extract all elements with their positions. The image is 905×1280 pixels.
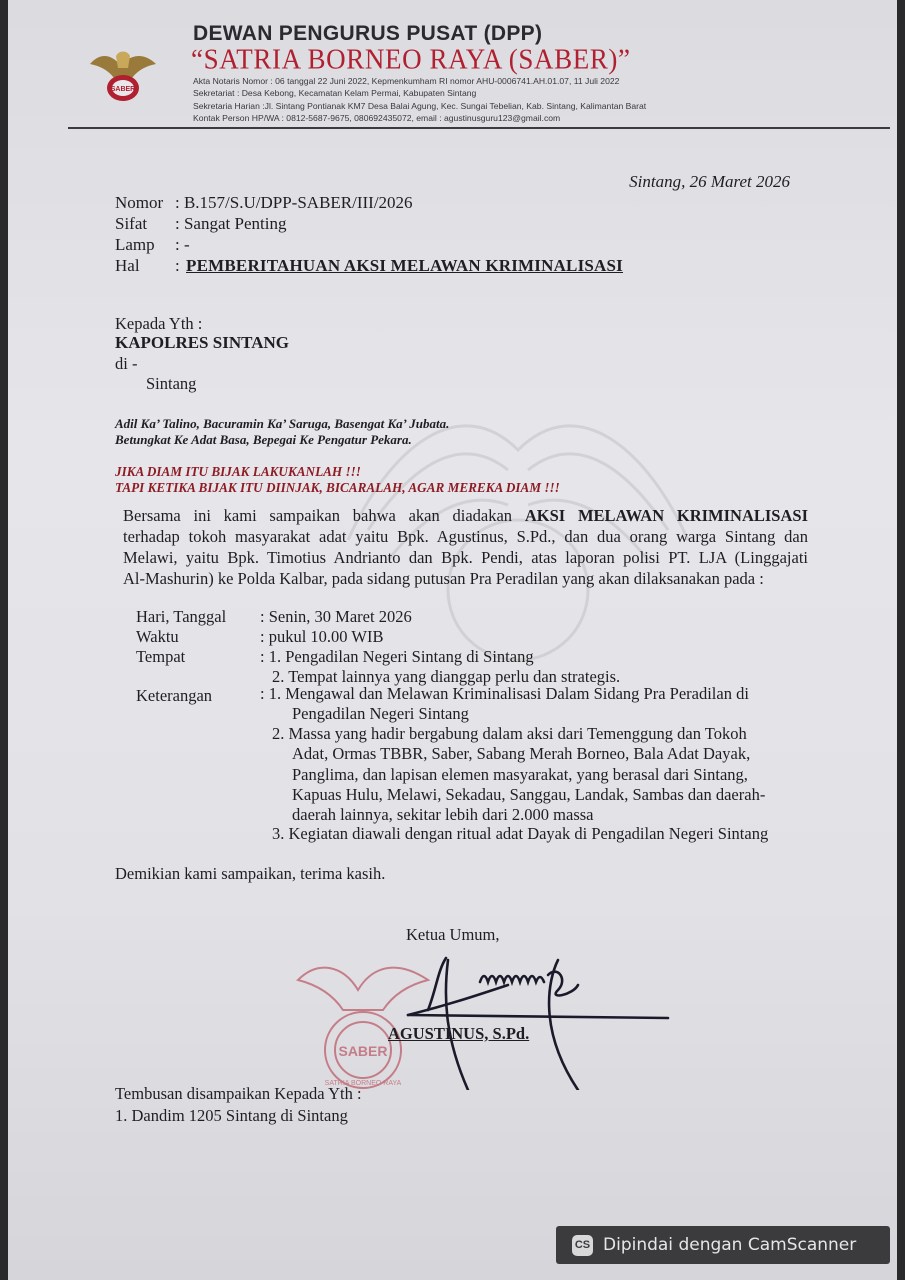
motto-line: Betungkat Ke Adat Basa, Bepegai Ke Pengatur Pekara. [115,432,412,447]
svg-text:SABER: SABER [338,1043,388,1059]
body-emphasis: AKSI MELAWAN KRIMINALISASI [524,506,808,525]
closing-text: Demikian kami sampaikan, terima kasih. [115,864,386,883]
nomor-label: Nomor [115,193,164,212]
contact-line: Kontak Person HP/WA : 0812-5687-9675, 080692435072, email : agustinusguru123@gmail.com [193,113,561,123]
waktu-value: : pukul 10.00 WIB [260,627,384,646]
keterangan-item: 3. Kegiatan diawali dengan ritual adat Dayak di Pengadilan Negeri Sintang [272,824,769,843]
subject-title: PEMBERITAHUAN AKSI MELAWAN KRIMINALISASI [186,256,624,275]
slogan-line: TAPI KETIKA BIJAK ITU DIINJAK, BICARALAH, AGAR MEREKA DIAM !!! [115,480,560,495]
waktu-label: Waktu [136,627,179,646]
keterangan-item: Panglima, dan lapisan elemen masyarakat, yang berasal dari Sintang, [292,765,748,784]
keterangan-item: daerah lainnya, sekitar lebih dari 2.000 massa [292,805,594,824]
handwritten-signature-icon [388,940,678,1090]
hari-label: Hari, Tanggal [136,607,227,626]
camscanner-text: Dipindai dengan CamScanner [603,1235,857,1255]
body-line: Melawi, yaitu Bpk. Timotius Andrianto dan Bpk. Pendi, atas laporan polisi PT. LJA (Linggajati [123,548,808,567]
sifat-value: : Sangat Penting [175,214,287,233]
keterangan-item: Pengadilan Negeri Sintang [292,704,469,723]
address-line: Akta Notaris Nomor : 06 tanggal 22 Juni 2022, Kepmenkumham RI nomor AHU-0006741.AH.01.07, 11 Juli 2022 [193,76,620,86]
hari-value: : Senin, 30 Maret 2026 [260,607,412,626]
recipient-place: Sintang [146,374,197,393]
sifat-label: Sifat [115,214,148,233]
nomor-value: : B.157/S.U/DPP-SABER/III/2026 [175,193,413,212]
body-line [123,505,808,526]
keterangan-item: 2. Massa yang hadir bergabung dalam aksi dari Temenggung dan Tokoh [272,724,747,743]
saber-logo-icon [88,46,158,108]
hal-colon: : [175,256,180,275]
keterangan-item: Adat, Ormas TBBR, Saber, Sabang Merah Borneo, Bala Adat Dayak, [292,744,751,763]
kepada-label: Kepada Yth : [115,314,203,333]
recipient-name: KAPOLRES SINTANG [115,333,289,352]
header-divider [68,127,890,129]
signatory-name-text: AGUSTINUS, S.Pd. [388,1024,530,1043]
motto-line: Adil Ka’ Talino, Bacuramin Ka’ Saruga, Basengat Ka’ Jubata. [115,416,450,431]
org-header: DEWAN PENGURUS PUSAT (DPP) [193,22,543,45]
org-name: “SATRIA BORNEO RAYA (SABER)” [191,43,631,75]
camscanner-watermark [556,1226,890,1264]
cc-header: Tembusan disampaikan Kepada Yth : [115,1084,362,1103]
camscanner-icon: CS [572,1235,593,1256]
body-line: Al-Mashurin) ke Polda Kalbar, pada sidang putusan Pra Peradilan yang akan dilaksanakan pada : [123,569,764,588]
keterangan-label: Keterangan [136,686,213,705]
lamp-label: Lamp [115,235,155,254]
address-line: Sekretaria Harian :Jl. Sintang Pontianak KM7 Desa Balai Agung, Kec. Sungai Tebelian, Kab. Sintang, Kalimantan Barat [193,101,647,111]
di-label: di - [115,354,138,373]
tempat-label: Tempat [136,647,186,666]
body-text: Bersama ini kami sampaikan bahwa akan diadakan [123,506,525,525]
lamp-value: : - [175,235,190,254]
keterangan-item: Kapuas Hulu, Melawi, Sekadau, Sanggau, Landak, Sambas dan daerah- [292,785,766,804]
address-line: Sekretariat : Desa Kebong, Kecamatan Kelam Permai, Kabupaten Sintang [193,88,477,98]
letter-date: Sintang, 26 Maret 2026 [629,172,790,191]
cc-item: 1. Dandim 1205 Sintang di Sintang [115,1106,348,1125]
slogan-line: JIKA DIAM ITU BIJAK LAKUKANLAH !!! [115,464,361,479]
hal-label: Hal [115,256,140,275]
svg-text:SABER: SABER [110,86,136,93]
body-line: terhadap tokoh masyarakat adat yaitu Bpk. Agustinus, S.Pd., dan dua orang warga Sintang dan [123,527,808,546]
signatory-title: Ketua Umum, [406,925,500,944]
body-paragraph [123,505,808,589]
svg-text:SATRIA BORNEO RAYA: SATRIA BORNEO RAYA [324,1080,402,1087]
letter-page [8,0,897,1280]
signatory-name [388,1024,529,1044]
keterangan-item: : 1. Mengawal dan Melawan Kriminalisasi Dalam Sidang Pra Peradilan di [260,684,749,703]
tempat-item: 2. Tempat lainnya yang dianggap perlu dan strategis. [272,667,621,686]
tempat-item: : 1. Pengadilan Negeri Sintang di Sintang [260,647,534,666]
